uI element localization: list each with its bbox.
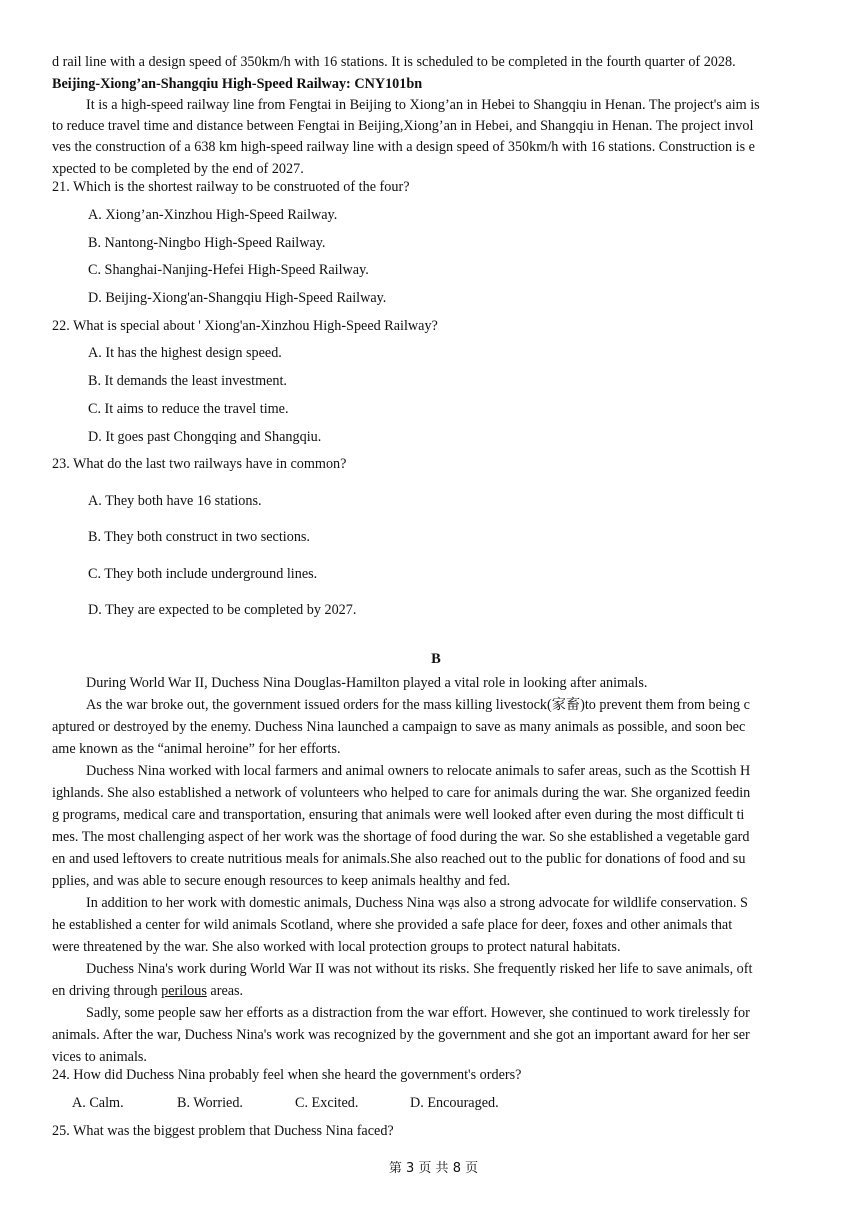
- section-b-title: B: [431, 651, 441, 667]
- passage-line: ighlands. She also established a network of volunteers who helped to care for animals during the war. She organized feedin: [52, 785, 751, 801]
- q24-option-a[interactable]: A. Calm.: [72, 1095, 124, 1111]
- passage-line: en and used leftovers to create nutritious meals for animals.She also reached out to the public for donations of food and su: [52, 851, 746, 867]
- q24-option-d[interactable]: D. Encouraged.: [410, 1095, 499, 1111]
- q22-option-c[interactable]: C. It aims to reduce the travel time.: [88, 401, 289, 417]
- q24-option-c[interactable]: C. Excited.: [295, 1095, 359, 1111]
- q22-option-b[interactable]: B. It demands the least investment.: [88, 373, 287, 389]
- railway-paragraph: [52, 95, 820, 180]
- q23-option-c[interactable]: C. They both include underground lines.: [88, 566, 318, 582]
- passage-text: areas.: [206, 983, 244, 999]
- q23-option-a[interactable]: A. They both have 16 stations.: [88, 493, 262, 509]
- passage-line: animals. After the war, Duchess Nina's work was recognized by the government and she got an important award for her ser: [52, 1027, 750, 1043]
- question-25-stem: 25. What was the biggest problem that Duchess Nina faced?: [52, 1123, 394, 1139]
- underlined-word-perilous: perilous: [161, 983, 207, 999]
- q21-option-c[interactable]: C. Shanghai-Nanjing-Hefei High-Speed Railway.: [88, 262, 369, 278]
- passage-line: vices to animals.: [52, 1049, 147, 1065]
- q21-option-a[interactable]: A. Xiong’an-Xinzhou High-Speed Railway.: [88, 207, 338, 223]
- passage-line: As the war broke out, the government issued orders for the mass killing livestock(家畜)to prevent them from being c: [86, 697, 750, 713]
- passage-line: In addition to her work with domestic animals, Duchess Nina wạs also a strong advocate for wildlife conservation. S: [86, 895, 748, 911]
- passage-line: he established a center for wild animals Scotland, where she provided a safe place for deer, foxes and other animals that: [52, 917, 733, 933]
- passage-text: en driving through: [52, 983, 162, 999]
- q23-option-d[interactable]: D. They are expected to be completed by 2027.: [88, 602, 357, 618]
- railway-line: to reduce travel time and distance between Fengtai in Beijing,Xiong’an in Hebei, and Shangqiu in Henan. The project invol: [52, 118, 754, 135]
- passage-line: aptured or destroyed by the enemy. Duchess Nina launched a campaign to save as many animals as possible, and soon bec: [52, 719, 746, 735]
- passage-b: [52, 672, 820, 1068]
- railway-line: ves the construction of a 638 km high-speed railway line with a design speed of 350km/h with 16 stations. Construction is e: [52, 139, 755, 156]
- intro-tail-text: d rail line with a design speed of 350km/h with 16 stations. It is scheduled to be completed in the fourth quarter of 2028.: [52, 54, 736, 70]
- question-23-stem: 23. What do the last two railways have in common?: [52, 456, 347, 472]
- passage-line: ame known as the “animal heroine” for her efforts.: [52, 741, 341, 757]
- question-21: [52, 179, 410, 196]
- q21-option-b[interactable]: B. Nantong-Ningbo High-Speed Railway.: [88, 235, 326, 251]
- question-24-stem: 24. How did Duchess Nina probably feel when she heard the government's orders?: [52, 1067, 522, 1083]
- q24-option-b[interactable]: B. Worried.: [177, 1095, 243, 1111]
- passage-line: Duchess Nina's work during World War II was not without its risks. She frequently risked her life to save animals, oft: [86, 961, 753, 977]
- q22-option-d[interactable]: D. It goes past Chongqing and Shangqiu.: [88, 429, 322, 445]
- question-22-stem: 22. What is special about ' Xiong'an-Xinzhou High-Speed Railway?: [52, 318, 438, 334]
- passage-line: were threatened by the war. She also worked with local protection groups to protect natural habitats.: [52, 939, 621, 955]
- passage-paragraph-1: During World War II, Duchess Nina Douglas-Hamilton played a vital role in looking after animals.: [86, 675, 648, 691]
- passage-line: Sadly, some people saw her efforts as a distraction from the war effort. However, she continued to work tirelessly for: [86, 1005, 750, 1021]
- railway-line: xpected to be completed by the end of 2027.: [52, 160, 304, 177]
- passage-line: pplies, and was able to secure enough resources to keep animals healthy and fed.: [52, 873, 511, 889]
- q21-option-d[interactable]: D. Beijing-Xiong'an-Shangqiu High-Speed Railway.: [88, 290, 387, 306]
- q23-option-b[interactable]: B. They both construct in two sections.: [88, 529, 310, 545]
- page-footer: 第 3 页 共 8 页: [388, 1161, 479, 1176]
- passage-line: mes. The most challenging aspect of her work was the shortage of food during the war. So she established a vegetable gard: [52, 829, 750, 845]
- question-stem: 21. Which is the shortest railway to be construoted of the four?: [52, 179, 410, 195]
- railway-heading: Beijing-Xiong’an-Shangqiu High-Speed Railway: CNY101bn: [52, 76, 423, 92]
- passage-line: [52, 980, 820, 1002]
- q22-option-a[interactable]: A. It has the highest design speed.: [88, 345, 282, 361]
- passage-line: g programs, medical care and transportation, ensuring that animals were well looked after even during the most difficult ti: [52, 807, 745, 823]
- railway-line: It is a high-speed railway line from Fengtai in Beijing to Xiong’an in Hebei to Shangqiu in Henan. The project's aim is: [86, 97, 760, 113]
- passage-line: Duchess Nina worked with local farmers and animal owners to relocate animals to safer areas, such as the Scottish H: [86, 763, 751, 779]
